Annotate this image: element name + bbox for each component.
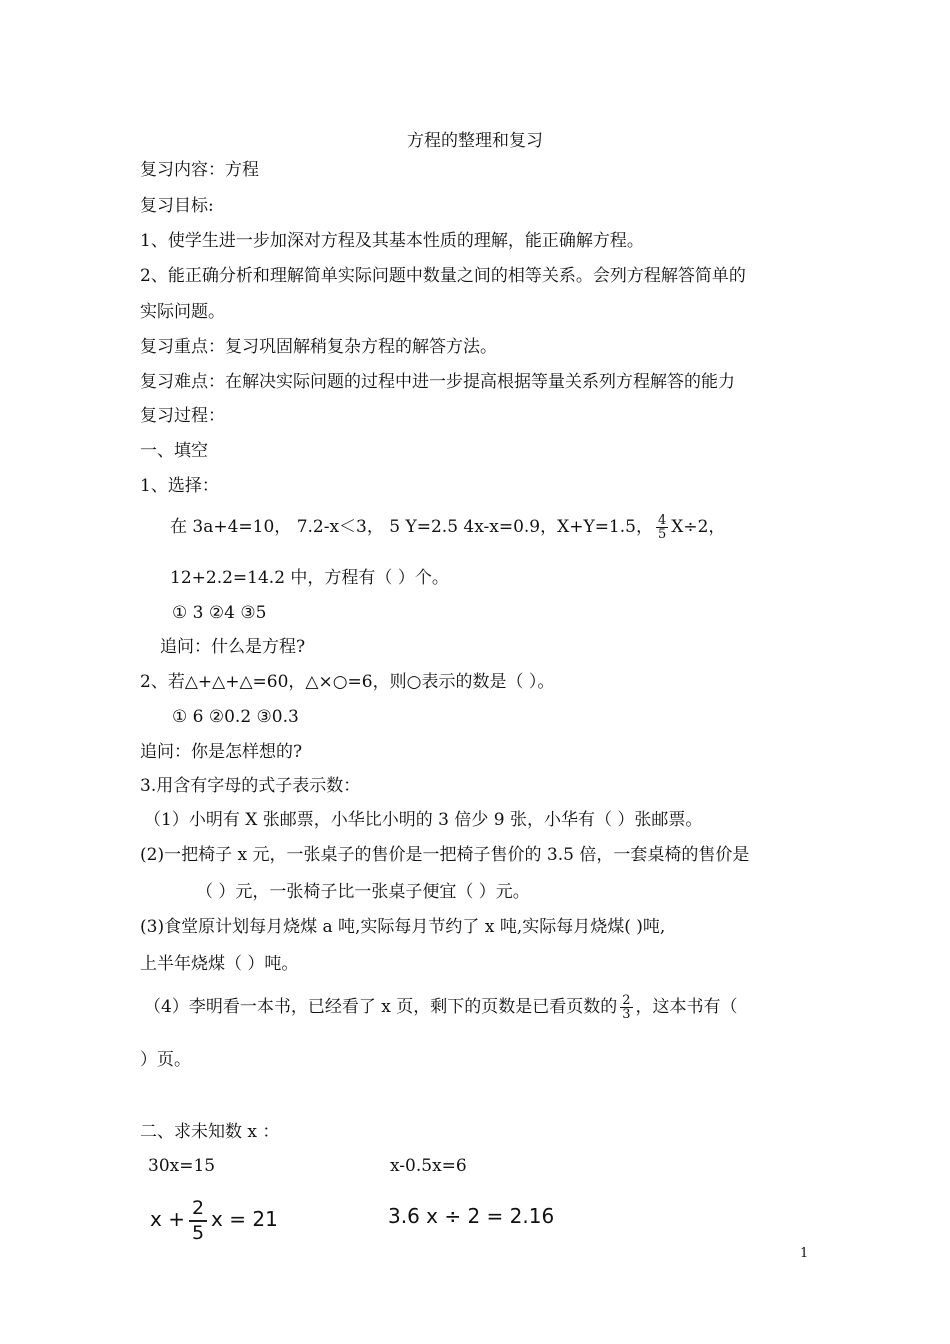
question-3-3-cont: 上半年烧煤（ ）吨。 bbox=[140, 954, 299, 974]
question-1-heading: 1、选择： bbox=[140, 476, 219, 496]
page-title: 方程的整理和复习 bbox=[407, 131, 543, 151]
question-2-followup: 追问：你是怎样想的? bbox=[140, 742, 303, 762]
question-3-4 bbox=[144, 990, 738, 1024]
question-1-prompt: 12+2.2=14.2 中，方程有（ ）个。 bbox=[170, 568, 449, 588]
fraction-two-thirds: $\frac{2}{3}$ bbox=[622, 993, 631, 1022]
question-2: 2、若△+△+△=60，△×○=6，则○表示的数是（ ）。 bbox=[140, 672, 555, 692]
review-content: 复习内容：方程 bbox=[140, 160, 259, 180]
question-3-1: （1）小明有 X 张邮票，小华比小明的 3 倍少 9 张，小华有（ ）张邮票。 bbox=[144, 810, 703, 830]
review-key-point: 复习重点：复习巩固解稍复杂方程的解答方法。 bbox=[140, 337, 497, 357]
q1-equations-text: 在 3a+4=10， 7.2-x＜3， 5 Y=2.5 4x-x=0.9，X+Y=1.5， bbox=[170, 517, 653, 537]
review-process-heading: 复习过程： bbox=[140, 406, 225, 426]
page-number: 1 bbox=[800, 1246, 809, 1261]
equation-3 bbox=[150, 1196, 278, 1243]
q3-4-tail: ，这本书有（ bbox=[635, 997, 738, 1017]
fraction-four-fifths: $\frac{4}{5}$ bbox=[657, 513, 667, 542]
fraction-two-fifths: $\frac{2}{5}$ bbox=[189, 1199, 207, 1243]
goal-2-cont: 实际问题。 bbox=[140, 302, 225, 322]
review-goals-heading: 复习目标: bbox=[140, 196, 214, 216]
question-1-followup: 追问：什么是方程? bbox=[160, 637, 306, 657]
question-3-4-cont: ）页。 bbox=[140, 1050, 191, 1070]
equation-1: 30x=15 bbox=[148, 1156, 216, 1176]
section-2-heading: 二、求未知数 x ： bbox=[140, 1122, 280, 1142]
q1-equations-tail: X÷2， bbox=[671, 517, 726, 537]
question-3-2-cont: （ ）元，一张椅子比一张桌子便宜（ ）元。 bbox=[196, 882, 530, 902]
q3-4-text: （4）李明看一本书，已经看了 x 页，剩下的页数是已看页数的 bbox=[144, 997, 618, 1017]
section-1-heading: 一、填空 bbox=[140, 441, 208, 461]
question-3-2: (2)一把椅子 x 元，一张桌子的售价是一把椅子售价的 3.5 倍，一套桌椅的售价是 bbox=[140, 845, 750, 865]
question-1-options: ① 3 ②4 ③5 bbox=[172, 603, 267, 623]
goal-1: 1、使学生进一步加深对方程及其基本性质的理解，能正确解方程。 bbox=[140, 231, 644, 251]
question-3-3: (3)食堂原计划每月烧煤 a 吨,实际每月节约了 x 吨,实际每月烧煤( )吨, bbox=[140, 917, 666, 937]
eq3-rhs: x = 21 bbox=[211, 1207, 278, 1231]
review-difficulty: 复习难点：在解决实际问题的过程中进一步提高根据等量关系列方程解答的能力 bbox=[140, 372, 735, 392]
question-2-options: ① 6 ②0.2 ③0.3 bbox=[172, 707, 299, 727]
goal-2: 2、能正确分析和理解简单实际问题中数量之间的相等关系。会列方程解答简单的 bbox=[140, 266, 746, 286]
question-1-equations bbox=[170, 512, 725, 542]
eq3-lhs: x + bbox=[150, 1207, 185, 1231]
equation-2: x-0.5x=6 bbox=[390, 1156, 467, 1176]
equation-4: 3.6 x ÷ 2 = 2.16 bbox=[388, 1204, 555, 1228]
question-3-heading: 3.用含有字母的式子表示数： bbox=[140, 776, 361, 796]
